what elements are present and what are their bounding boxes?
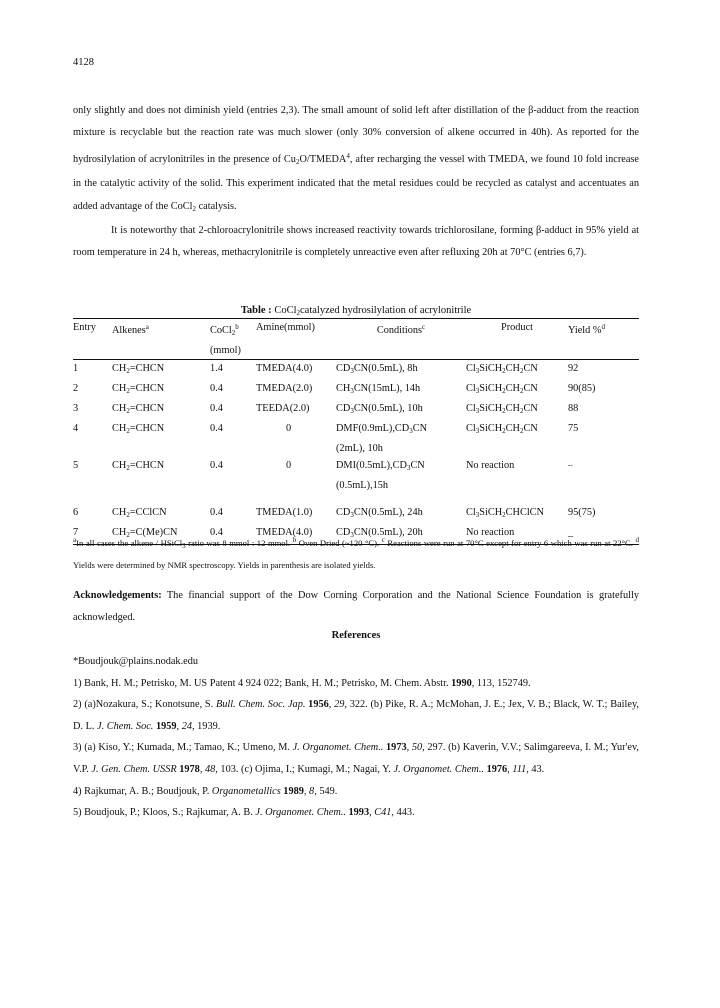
table-row: 2 $CH_2=CHCN$ 0.4 TMEDA(2.0) $CH_3CN(15mL)$, 14h $Cl_3SiCH_2CH_2CN$ 90(85) bbox=[73, 383, 596, 395]
reference-email: *Boudjouk@plains.nodak.edu bbox=[73, 656, 199, 667]
paragraph-1: only slightly and does not diminish yield (entries 2,3). The small amount of solid left after distillation of the β-adduct from the reaction mixture is recyclable but the reaction rate was much slower (only 30% conversion of alkene occurred in 40h). As reported for the hydrosilylation of acrylonitriles in the presence of $Cu_2O/TMEDA^4$, after recharging the vessel with TMEDA, we found 10 fold increase in the catalytic activity of the solid. This experiment indicated that the metal residues could be recycled as catalyst and accentuates an added advantage of the CoCl$_2$ catalysis. bbox=[73, 105, 639, 213]
table-header-row bbox=[73, 319, 639, 343]
reference-5: 5) Boudjouk, P.; Kloos, S.; Rajkumar, A. B. J. Organomet. Chem.. 1993, C41, 443. bbox=[73, 807, 415, 819]
header-cocl2: CoCl$_2^b$ bbox=[210, 319, 256, 343]
table-header-row-2 bbox=[73, 342, 639, 360]
reference-4: 4) Rajkumar, A. B.; Boudjouk, P. Organometallics 1989, 8, 549. bbox=[73, 785, 338, 797]
reference-1: 1) Bank, H. M.; Petrisko, M. US Patent 4 924 022; Bank, H. M.; Petrisko, M. Chem. Abstr. 1990, 113, 152749. bbox=[73, 677, 531, 689]
references-list bbox=[73, 651, 639, 824]
header-entry: Entry bbox=[73, 319, 112, 343]
header-alkenes: Alkenes$^a$ bbox=[112, 319, 210, 343]
table-row: 7 $CH_2=C(Me)CN$ 0.4 TMEDA(4.0) $CD_3CN(0.5mL)$, 20h No reaction _ bbox=[73, 524, 639, 545]
acknowledgements: Acknowledgements: The financial support of the Dow Corning Corporation and the National Science Foundation is gratefully acknowledged. bbox=[73, 590, 639, 623]
reference-2: 2) (a)Nozakura, S.; Konotsune, S. Bull. Chem. Soc. Jap. 1956, 29, 322. (b) Pike, R. A.; McMohan, J. E.; Jex, V. B.; Black, W. T.; Bailey, D. L. J. Chem. Soc. 1959, 24, 1939. bbox=[73, 699, 639, 732]
table-row: 1 $CH_2=CHCN$ 1.4 TMEDA(4.0) $CD_3CN(0.5mL)$, 8h $Cl_3SiCH_2CH_2CN$ 92 bbox=[73, 363, 579, 375]
body-text bbox=[73, 100, 639, 265]
header-amine: Amine(mmol) bbox=[256, 319, 336, 343]
table-title: Table : CoCl$_2$catalyzed hydrosilylation of acrylonitrile bbox=[240, 305, 472, 317]
table-row: 4 $CH_2=CHCN$ 0.4 0 $DMF(0.9mL),CD_3CN$ $Cl_3SiCH_2CH_2CN$ 75 bbox=[73, 423, 579, 435]
page-number: 4128 bbox=[73, 57, 94, 68]
reference-3: 3) (a) Kiso, Y.; Kumada, M.; Tamao, K.; Umeno, M. J. Organomet. Chem.. 1973, 50, 297. (b) Kaverin, V.V.; Salimgareeva, I. M.; Yur'ev, V.P. J. Gen. Chem. USSR 1978, 48, 103. (c) Ojima, I.; Kumagi, M.; Nagai, Y. J. Organomet. Chem.. 1976, 111, 43. bbox=[73, 742, 640, 775]
header-yield: Yield %$^d$ bbox=[568, 319, 639, 343]
table-row-cont: (2mL), 10h bbox=[336, 443, 383, 454]
table-row-cont: (0.5mL),15h bbox=[336, 480, 389, 491]
table-row: 3 $CH_2=CHCN$ 0.4 TEEDA(2.0) $CD_3CN(0.5mL)$, 10h $Cl_3SiCH_2CH_2CN$ 88 bbox=[73, 403, 579, 415]
table-footnote: $^a$In all cases the alkene / HSiCl$_3$ ratio was 8 mmol : 12 mmol. $^b$ Oven Dried (~120 °C). $^c$ Reactions were run at 70°C except for entry 6 which was run at 22°C. $^d$ Yields were determined by NMR spectroscopy. Yields in parenthesis are isolated yields. bbox=[73, 536, 639, 570]
references-title: References bbox=[331, 630, 381, 641]
table-row: 5 $CH_2=CHCN$ 0.4 0 $DMI(0.5mL),CD_3CN$ No reaction -- bbox=[73, 460, 573, 472]
table-row: 6 $CH_2=CClCN$ 0.4 TMEDA(1.0) $CD_3CN(0.5mL)$, 24h $Cl_3SiCH_2CHClCN$ 95(75) bbox=[73, 507, 596, 519]
paragraph-2: It is noteworthy that 2-chloroacrylonitrile shows increased reactivity towards trichlorosilane, forming β-adduct in 95% yield at room temperature in 24 h, whereas, methacrylonitrile is completely unreactive even after refluxing 20h at 70°C (entries 6,7). bbox=[73, 225, 639, 259]
header-product: Product bbox=[466, 319, 568, 343]
header-conditions: Conditions$^c$ bbox=[336, 319, 466, 343]
results-table bbox=[73, 304, 639, 545]
header-cocl2-unit: (mmol) bbox=[210, 342, 256, 360]
